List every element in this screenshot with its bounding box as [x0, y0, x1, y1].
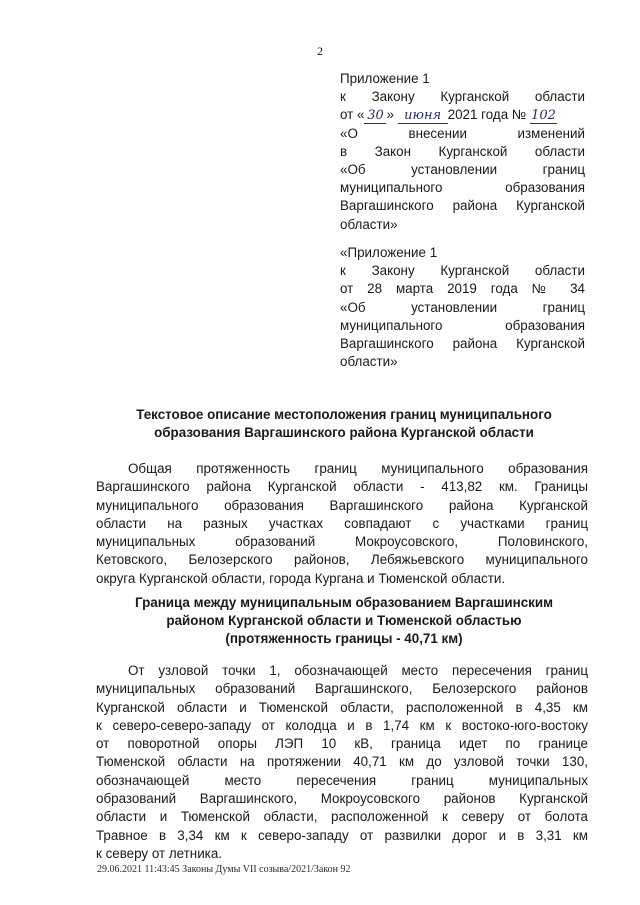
paragraph-line: муниципальных образований Варгашинского, Белозерского районов — [96, 681, 588, 697]
appendix-subject-line: «Об установлении границ — [340, 299, 585, 315]
boundary-description-paragraph — [96, 662, 588, 863]
paragraph-line: обозначающей место пересечения границ муниципальных — [96, 772, 588, 788]
appendix-subject-line: муниципального образования — [340, 317, 585, 333]
paragraph-line: Общая протяженность границ муниципального образования — [128, 461, 588, 476]
paragraph-line: Тюменской области на протяжении 40,71 км до узловой точки 130, — [96, 754, 588, 770]
paragraph-line: Травное в 3,34 км к северо-западу от развилки дорог и в 3,31 км — [96, 827, 588, 843]
total-length-paragraph — [96, 460, 588, 588]
paragraph-line: округа Курганской области, города Кургана и Тюменской области. — [96, 570, 506, 586]
appendix-law-line: к Закону Курганской области — [340, 89, 585, 105]
date-prefix: от « — [340, 107, 365, 123]
appendix-subject-line: муниципального образования — [340, 180, 585, 196]
paragraph-line: к северо-северо-западу от колодца и в 1,74 км к востоко-юго-востоку — [96, 717, 588, 733]
appendix-current-block — [340, 70, 585, 234]
paragraph-line: Курганской области и Тюменской области, расположенной в 4,35 км — [96, 699, 588, 715]
paragraph-line: муниципальных образований Мокроусовского, Половинского, — [96, 534, 588, 550]
paragraph-line: Кетовского, Белозерского районов, Лебяжьевского муниципального — [96, 552, 588, 568]
paragraph-line: области на разных участках совпадают с участками границ — [96, 515, 588, 531]
appendix-subject-line: области» — [340, 216, 398, 232]
handwritten-month: июня — [398, 109, 448, 124]
handwritten-law-number: 102 — [531, 108, 556, 124]
date-mid: » — [386, 107, 394, 123]
paragraph-line: области и Тюменской области, расположенной к северу от болота — [96, 809, 588, 825]
section-heading-line: Граница между муниципальным образованием Варгашинским — [134, 595, 554, 610]
paragraph-line: к северу от летника. — [96, 845, 222, 861]
appendix-subject-line: в Закон Курганской области — [340, 143, 585, 159]
appendix-law-line: к Закону Курганской области — [340, 263, 585, 279]
appendix-subject-line: области» — [340, 354, 398, 370]
appendix-original-block — [340, 244, 585, 371]
document-footer: 29.06.2021 11:43:45 Законы Думы VII созыва/2021/Закон 92 — [97, 864, 351, 875]
appendix-title: «Приложение 1 — [340, 245, 438, 260]
section-heading-line: (протяженность границы - 40,71 км) — [225, 631, 463, 647]
appendix-subject-line: Варгашинского района Курганской — [340, 198, 585, 214]
paragraph-line: Варгашинского района Курганской области - 413,82 км. Границы — [96, 479, 588, 495]
appendix-date-line: от 28 марта 2019 года № 34 — [340, 281, 585, 297]
handwritten-day: 30 — [364, 109, 386, 124]
paragraph-line: от поворотной опоры ЛЭП 10 кВ, граница идет по границе — [96, 736, 588, 752]
section-heading-line: районом Курганской области и Тюменской областью — [166, 613, 522, 629]
year-text: 2021 года № — [447, 107, 527, 123]
paragraph-line: От узловой точки 1, обозначающей место пересечения границ — [128, 663, 588, 678]
document-title — [96, 406, 592, 442]
section-heading — [96, 594, 592, 649]
document-title-line: образования Варгашинского района Курганской области — [154, 425, 534, 441]
appendix-subject-line: «О внесении изменений — [340, 125, 585, 141]
page-number: 2 — [317, 44, 323, 58]
paragraph-line: образований Варгашинского, Мокроусовского районов Курганской — [96, 791, 588, 807]
appendix-subject-line: «Об установлении границ — [340, 161, 585, 177]
appendix-subject-line: Варгашинского района Курганской — [340, 335, 585, 351]
appendix-title: Приложение 1 — [340, 71, 430, 86]
appendix-date-line — [340, 106, 585, 124]
document-title-line: Текстовое описание местоположения границ муниципального — [136, 407, 552, 422]
paragraph-line: муниципального образования Варгашинского района Курганской — [96, 497, 588, 513]
